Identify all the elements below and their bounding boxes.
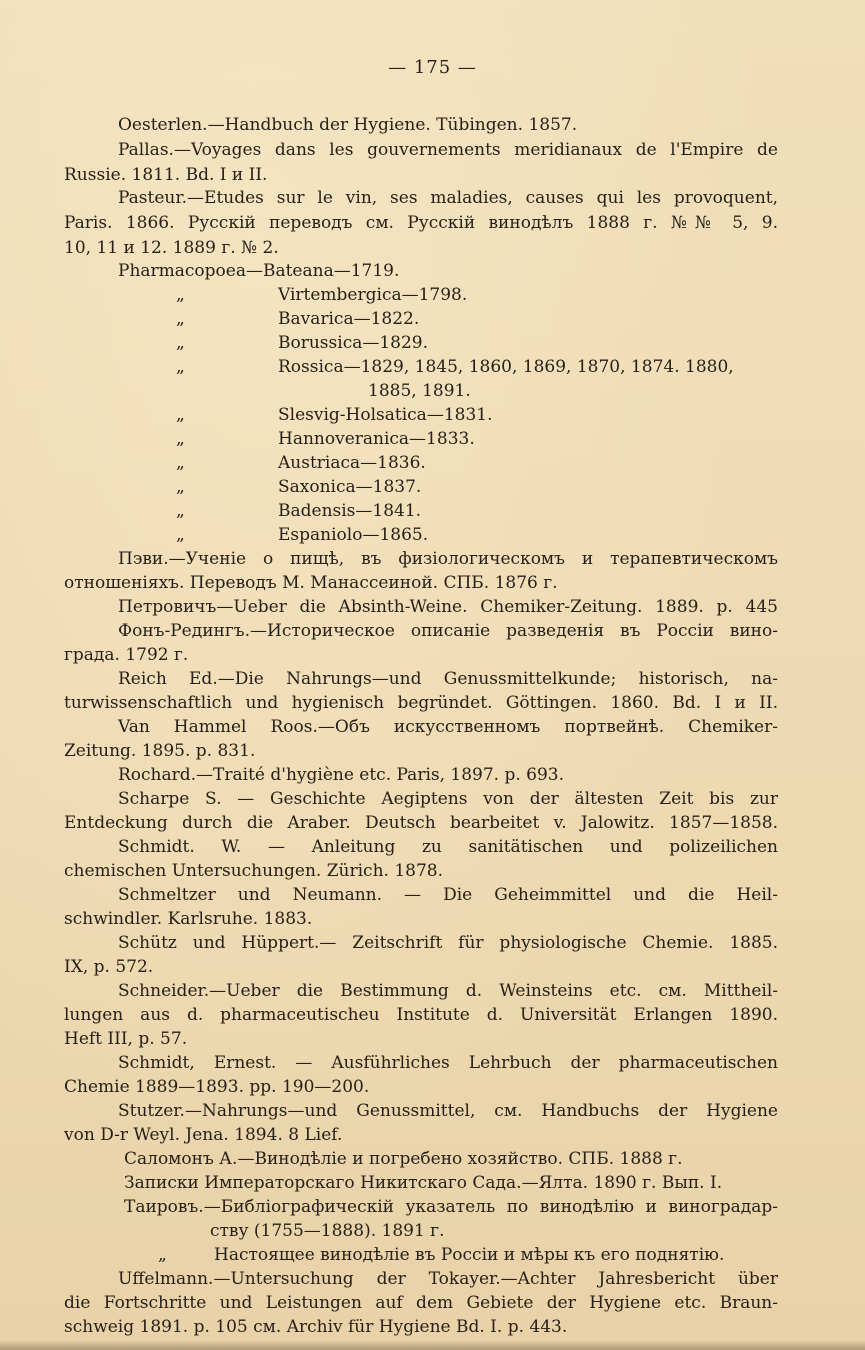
sub-entry: Borussica—1829. (278, 333, 429, 353)
bibliography-entry: Reich Ed.—Die Nahrungs—und Genussmittelkunde; historisch, na- (118, 669, 778, 689)
sub-entry-continuation: 1885, 1891. (368, 381, 471, 401)
sub-entry: Slesvig-Holsatica—1831. (278, 405, 493, 425)
bibliography-entry: Таировъ.—Библіографическій указатель по винодѣлію и виноградар- (124, 1197, 778, 1217)
bibliography-entry-continuation: Entdeckung durch die Araber. Deutsch bearbeitet v. Jalowitz. 1857—1858. (64, 813, 778, 833)
bibliography-entry: Петровичъ—Ueber die Absinth-Weine. Chemiker-Zeitung. 1889. p. 445 (118, 597, 778, 617)
page-number: — 175 — (388, 57, 477, 78)
bibliography-entry: Пэви.—Ученіе о пищѣ, въ физіологическомъ и терапевтическомъ (118, 549, 778, 569)
ditto-mark: „ (176, 453, 185, 473)
bibliography-entry: Oesterlen.—Handbuch der Hygiene. Tübingen. 1857. (118, 115, 578, 135)
bibliography-entry: Pallas.—Voyages dans les gouvernements meridianaux de l'Empire de (118, 140, 778, 160)
bibliography-entry: Scharpe S. — Geschichte Aegiptens von der ältesten Zeit bis zur (118, 789, 778, 809)
bibliography-entry-continuation: ству (1755—1888). 1891 г. (210, 1221, 445, 1241)
sub-entry: Saxonica—1837. (278, 477, 422, 497)
ditto-mark: „ (176, 309, 185, 329)
bibliography-entry: Саломонъ А.—Винодѣліе и погребено хозяйство. СПБ. 1888 г. (124, 1149, 683, 1169)
ditto-mark: „ (176, 357, 185, 377)
bibliography-entry-continuation: schwindler. Karlsruhe. 1883. (64, 909, 313, 929)
bibliography-entry: Schütz und Hüppert.— Zeitschrift für physiologische Chemie. 1885. (118, 933, 778, 953)
sub-entry: Rossica—1829, 1845, 1860, 1869, 1870, 1874. 1880, (278, 357, 734, 377)
bibliography-entry: Stutzer.—Nahrungs—und Genussmittel, см. Handbuchs der Hygiene (118, 1101, 778, 1121)
bibliography-entry-continuation: града. 1792 г. (64, 645, 189, 665)
ditto-mark: „ (176, 285, 185, 305)
bibliography-entry: Schmidt. W. — Anleitung zu sanitätischen und polizeilichen (118, 837, 778, 857)
bibliography-entry-continuation: turwissenschaftlich und hygienisch begründet. Göttingen. 1860. Bd. I и II. (64, 693, 778, 713)
bibliography-entry: Фонъ-Редингъ.—Историческое описаніе разведенія въ Россіи вино- (118, 621, 778, 641)
bibliography-entry-continuation: Heft III, p. 57. (64, 1029, 188, 1049)
bibliography-entry-continuation: Chemie 1889—1893. pp. 190—200. (64, 1077, 370, 1097)
bibliography-entry: Настоящее винодѣліе въ Россіи и мѣры къ его поднятію. (214, 1245, 725, 1265)
bibliography-entry-continuation: lungen aus d. pharmaceutischeu Institute d. Universität Erlangen 1890. (64, 1005, 778, 1025)
bibliography-entry-continuation: Paris. 1866. Русскій переводъ см. Русскій винодѣлъ 1888 г. №№ 5, 9. (64, 213, 778, 233)
sub-entry: Hannoveranica—1833. (278, 429, 475, 449)
bibliography-entry-continuation: chemischen Untersuchungen. Zürich. 1878. (64, 861, 443, 881)
bibliography-entry: Schmidt, Ernest. — Ausführliches Lehrbuch der pharmaceutischen (118, 1053, 778, 1073)
ditto-mark: „ (176, 501, 185, 521)
sub-entry: Espaniolo—1865. (278, 525, 429, 545)
bibliography-entry: Schmeltzer und Neumann. — Die Geheimmittel und die Heil- (118, 885, 778, 905)
bibliography-entry-continuation: schweig 1891. p. 105 см. Archiv für Hygiene Bd. I. p. 443. (64, 1317, 568, 1337)
ditto-mark: „ (176, 477, 185, 497)
ditto-mark: „ (176, 333, 185, 353)
bibliography-entry: Pasteur.—Etudes sur le vin, ses maladies, causes qui les provoquent, (118, 188, 778, 208)
bibliography-entry: Schneider.—Ueber die Bestimmung d. Weinsteins etc. см. Mittheil- (118, 981, 778, 1001)
bibliography-entry-continuation: отношеніяхъ. Переводъ М. Манассеиной. СПБ. 1876 г. (64, 573, 558, 593)
bibliography-entry: Pharmacopoea—Bateana—1719. (118, 261, 400, 281)
sub-entry: Austriaca—1836. (278, 453, 426, 473)
sub-entry: Badensis—1841. (278, 501, 422, 521)
bibliography-entry-continuation: die Fortschritte und Leistungen auf dem Gebiete der Hygiene etc. Braun- (64, 1293, 778, 1313)
bibliography-entry: Rochard.—Traité d'hygiène etc. Paris, 1897. p. 693. (118, 765, 565, 785)
ditto-mark: „ (158, 1245, 167, 1265)
bibliography-entry: Записки Императорскаго Никитскаго Сада.—Ялта. 1890 г. Вып. I. (124, 1173, 723, 1193)
bibliography-entry-continuation: Russie. 1811. Bd. I и II. (64, 165, 268, 185)
page-bottom-edge (0, 1340, 865, 1350)
sub-entry: Bavarica—1822. (278, 309, 420, 329)
sub-entry: Virtembergica—1798. (278, 285, 468, 305)
ditto-mark: „ (176, 525, 185, 545)
bibliography-entry-continuation: von D-r Weyl. Jena. 1894. 8 Lief. (64, 1125, 343, 1145)
bibliography-entry-continuation: 10, 11 и 12. 1889 г. № 2. (64, 238, 279, 258)
ditto-mark: „ (176, 405, 185, 425)
bibliography-entry-continuation: IX, p. 572. (64, 957, 154, 977)
bibliography-entry: Uffelmann.—Untersuchung der Tokayer.—Achter Jahresbericht über (118, 1269, 778, 1289)
bibliography-entry-continuation: Zeitung. 1895. p. 831. (64, 741, 256, 761)
bibliography-entry: Van Hammel Roos.—Объ искусственномъ портвейнѣ. Chemiker- (118, 717, 778, 737)
ditto-mark: „ (176, 429, 185, 449)
